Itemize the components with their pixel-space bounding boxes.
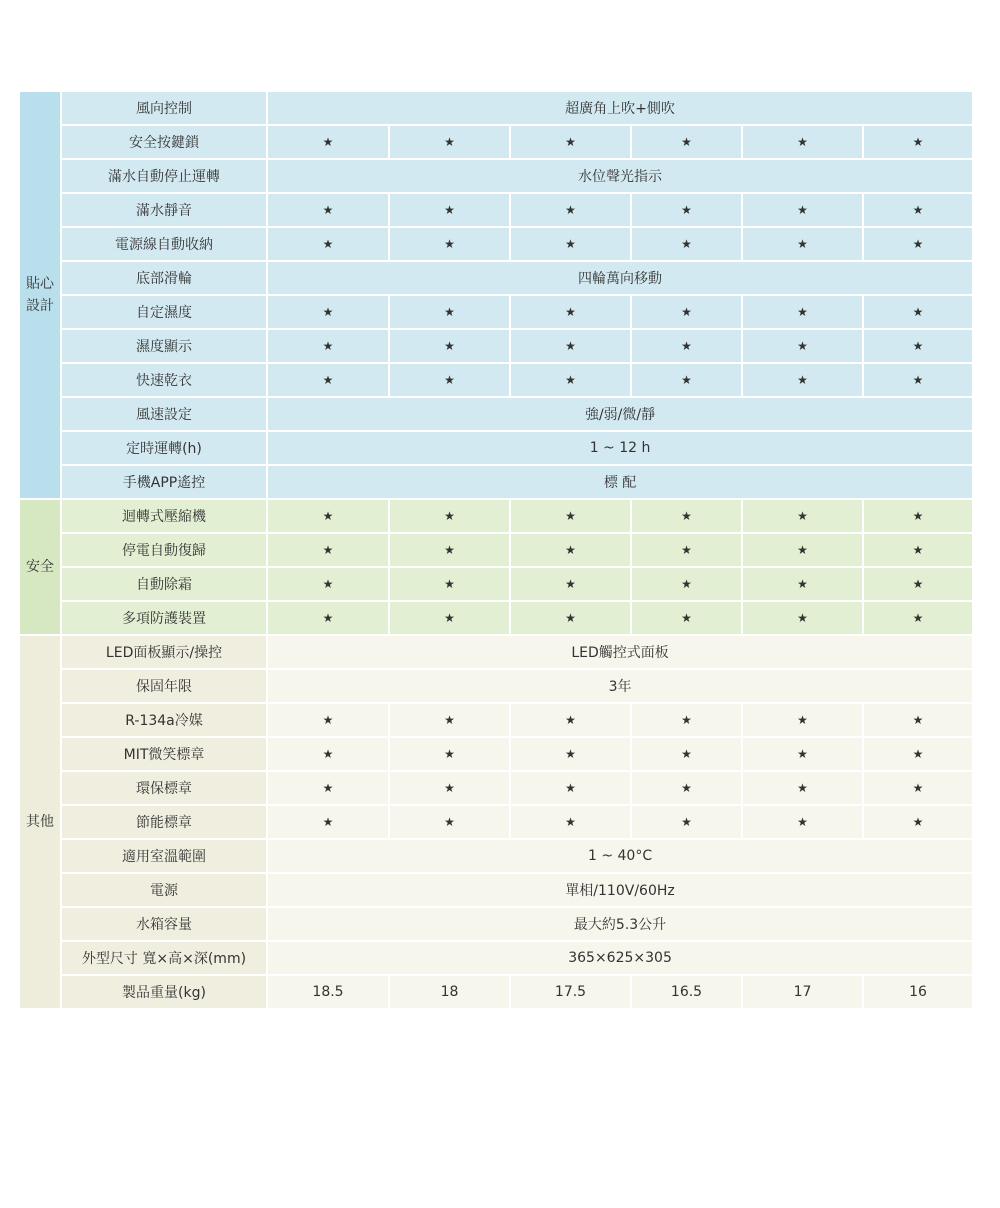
spec-value-merged: 單相/110V/60Hz xyxy=(267,873,973,907)
star-icon: ★ xyxy=(631,295,742,329)
star-icon: ★ xyxy=(267,193,389,227)
star-icon: ★ xyxy=(267,703,389,737)
spec-row xyxy=(19,227,973,261)
group-label: 貼心 設計 xyxy=(19,91,61,499)
star-icon: ★ xyxy=(510,125,631,159)
spec-value-merged: 強/弱/微/靜 xyxy=(267,397,973,431)
star-icon: ★ xyxy=(742,703,863,737)
star-icon: ★ xyxy=(389,499,510,533)
star-icon: ★ xyxy=(742,533,863,567)
star-icon: ★ xyxy=(863,601,973,635)
star-icon: ★ xyxy=(863,703,973,737)
row-label: R-134a冷媒 xyxy=(61,703,267,737)
spec-row xyxy=(19,941,973,975)
spec-value-merged: 1 ~ 40°C xyxy=(267,839,973,873)
row-label: 水箱容量 xyxy=(61,907,267,941)
star-icon: ★ xyxy=(267,499,389,533)
row-label: 製品重量(kg) xyxy=(61,975,267,1009)
star-icon: ★ xyxy=(510,193,631,227)
row-label: LED面板顯示/操控 xyxy=(61,635,267,669)
star-icon: ★ xyxy=(267,805,389,839)
star-icon: ★ xyxy=(631,533,742,567)
star-icon: ★ xyxy=(510,533,631,567)
star-icon: ★ xyxy=(510,601,631,635)
star-icon: ★ xyxy=(863,805,973,839)
row-label: 節能標章 xyxy=(61,805,267,839)
row-label: 滿水靜音 xyxy=(61,193,267,227)
spec-row xyxy=(19,771,973,805)
spec-value-merged: 標 配 xyxy=(267,465,973,499)
star-icon: ★ xyxy=(631,771,742,805)
spec-row xyxy=(19,329,973,363)
star-icon: ★ xyxy=(267,227,389,261)
star-icon: ★ xyxy=(742,567,863,601)
star-icon: ★ xyxy=(389,363,510,397)
star-icon: ★ xyxy=(863,125,973,159)
spec-row xyxy=(19,363,973,397)
star-icon: ★ xyxy=(510,227,631,261)
star-icon: ★ xyxy=(742,737,863,771)
spec-value-merged: 1 ~ 12 h xyxy=(267,431,973,465)
spec-row xyxy=(19,635,973,669)
star-icon: ★ xyxy=(742,805,863,839)
star-icon: ★ xyxy=(267,363,389,397)
star-icon: ★ xyxy=(389,533,510,567)
star-icon: ★ xyxy=(863,771,973,805)
spec-value-merged: 水位聲光指示 xyxy=(267,159,973,193)
row-label: 環保標章 xyxy=(61,771,267,805)
spec-row xyxy=(19,431,973,465)
star-icon: ★ xyxy=(510,295,631,329)
spec-row xyxy=(19,805,973,839)
spec-value: 16.5 xyxy=(631,975,742,1009)
spec-row xyxy=(19,737,973,771)
star-icon: ★ xyxy=(863,567,973,601)
star-icon: ★ xyxy=(631,805,742,839)
star-icon: ★ xyxy=(631,363,742,397)
star-icon: ★ xyxy=(510,737,631,771)
star-icon: ★ xyxy=(510,567,631,601)
spec-row xyxy=(19,261,973,295)
star-icon: ★ xyxy=(863,533,973,567)
star-icon: ★ xyxy=(863,227,973,261)
star-icon: ★ xyxy=(267,125,389,159)
row-label: 滿水自動停止運轉 xyxy=(61,159,267,193)
row-label: 安全按鍵鎖 xyxy=(61,125,267,159)
spec-row xyxy=(19,907,973,941)
group-label: 安全 xyxy=(19,499,61,635)
spec-row xyxy=(19,499,973,533)
star-icon: ★ xyxy=(389,703,510,737)
star-icon: ★ xyxy=(389,125,510,159)
star-icon: ★ xyxy=(389,771,510,805)
row-label: MIT微笑標章 xyxy=(61,737,267,771)
star-icon: ★ xyxy=(631,193,742,227)
star-icon: ★ xyxy=(742,227,863,261)
spec-value-merged: 四輪萬向移動 xyxy=(267,261,973,295)
star-icon: ★ xyxy=(510,499,631,533)
row-label: 風向控制 xyxy=(61,91,267,125)
row-label: 底部滑輪 xyxy=(61,261,267,295)
spec-row xyxy=(19,397,973,431)
row-label: 迴轉式壓縮機 xyxy=(61,499,267,533)
row-label: 定時運轉(h) xyxy=(61,431,267,465)
star-icon: ★ xyxy=(510,329,631,363)
star-icon: ★ xyxy=(742,329,863,363)
row-label: 風速設定 xyxy=(61,397,267,431)
row-label: 自動除霜 xyxy=(61,567,267,601)
star-icon: ★ xyxy=(631,227,742,261)
star-icon: ★ xyxy=(267,601,389,635)
star-icon: ★ xyxy=(631,329,742,363)
spec-row xyxy=(19,601,973,635)
spec-row xyxy=(19,975,973,1009)
spec-value: 17 xyxy=(742,975,863,1009)
spec-row xyxy=(19,465,973,499)
star-icon: ★ xyxy=(389,567,510,601)
spec-row xyxy=(19,159,973,193)
spec-row xyxy=(19,873,973,907)
spec-value-merged: 365×625×305 xyxy=(267,941,973,975)
star-icon: ★ xyxy=(267,567,389,601)
star-icon: ★ xyxy=(742,601,863,635)
star-icon: ★ xyxy=(631,125,742,159)
spec-value: 18.5 xyxy=(267,975,389,1009)
star-icon: ★ xyxy=(631,601,742,635)
star-icon: ★ xyxy=(742,125,863,159)
star-icon: ★ xyxy=(389,227,510,261)
star-icon: ★ xyxy=(267,533,389,567)
spec-value-merged: 最大約5.3公升 xyxy=(267,907,973,941)
spec-table-body xyxy=(19,91,973,1009)
star-icon: ★ xyxy=(863,737,973,771)
star-icon: ★ xyxy=(267,771,389,805)
star-icon: ★ xyxy=(863,329,973,363)
star-icon: ★ xyxy=(510,805,631,839)
star-icon: ★ xyxy=(267,329,389,363)
star-icon: ★ xyxy=(389,601,510,635)
row-label: 外型尺寸 寬×高×深(mm) xyxy=(61,941,267,975)
star-icon: ★ xyxy=(742,499,863,533)
star-icon: ★ xyxy=(389,295,510,329)
star-icon: ★ xyxy=(267,737,389,771)
star-icon: ★ xyxy=(510,771,631,805)
spec-table xyxy=(18,90,974,1010)
row-label: 濕度顯示 xyxy=(61,329,267,363)
row-label: 手機APP遙控 xyxy=(61,465,267,499)
star-icon: ★ xyxy=(389,737,510,771)
spec-row xyxy=(19,295,973,329)
star-icon: ★ xyxy=(863,193,973,227)
star-icon: ★ xyxy=(510,703,631,737)
star-icon: ★ xyxy=(742,363,863,397)
spec-row xyxy=(19,839,973,873)
row-label: 電源 xyxy=(61,873,267,907)
row-label: 電源線自動收納 xyxy=(61,227,267,261)
row-label: 適用室溫範圍 xyxy=(61,839,267,873)
star-icon: ★ xyxy=(510,363,631,397)
star-icon: ★ xyxy=(631,737,742,771)
spec-row xyxy=(19,703,973,737)
star-icon: ★ xyxy=(742,295,863,329)
star-icon: ★ xyxy=(631,499,742,533)
group-label: 其他 xyxy=(19,635,61,1009)
star-icon: ★ xyxy=(389,805,510,839)
row-label: 保固年限 xyxy=(61,669,267,703)
row-label: 停電自動復歸 xyxy=(61,533,267,567)
star-icon: ★ xyxy=(863,363,973,397)
star-icon: ★ xyxy=(631,703,742,737)
spec-value: 16 xyxy=(863,975,973,1009)
spec-value-merged: 超廣角上吹+側吹 xyxy=(267,91,973,125)
spec-row xyxy=(19,125,973,159)
row-label: 多項防護裝置 xyxy=(61,601,267,635)
star-icon: ★ xyxy=(631,567,742,601)
spec-row xyxy=(19,533,973,567)
spec-value-merged: 3年 xyxy=(267,669,973,703)
star-icon: ★ xyxy=(267,295,389,329)
spec-row xyxy=(19,91,973,125)
star-icon: ★ xyxy=(863,499,973,533)
spec-value-merged: LED觸控式面板 xyxy=(267,635,973,669)
spec-row xyxy=(19,669,973,703)
star-icon: ★ xyxy=(742,771,863,805)
star-icon: ★ xyxy=(742,193,863,227)
row-label: 快速乾衣 xyxy=(61,363,267,397)
spec-row xyxy=(19,567,973,601)
spec-row xyxy=(19,193,973,227)
row-label: 自定濕度 xyxy=(61,295,267,329)
star-icon: ★ xyxy=(389,193,510,227)
spec-value: 17.5 xyxy=(510,975,631,1009)
star-icon: ★ xyxy=(389,329,510,363)
star-icon: ★ xyxy=(863,295,973,329)
spec-value: 18 xyxy=(389,975,510,1009)
